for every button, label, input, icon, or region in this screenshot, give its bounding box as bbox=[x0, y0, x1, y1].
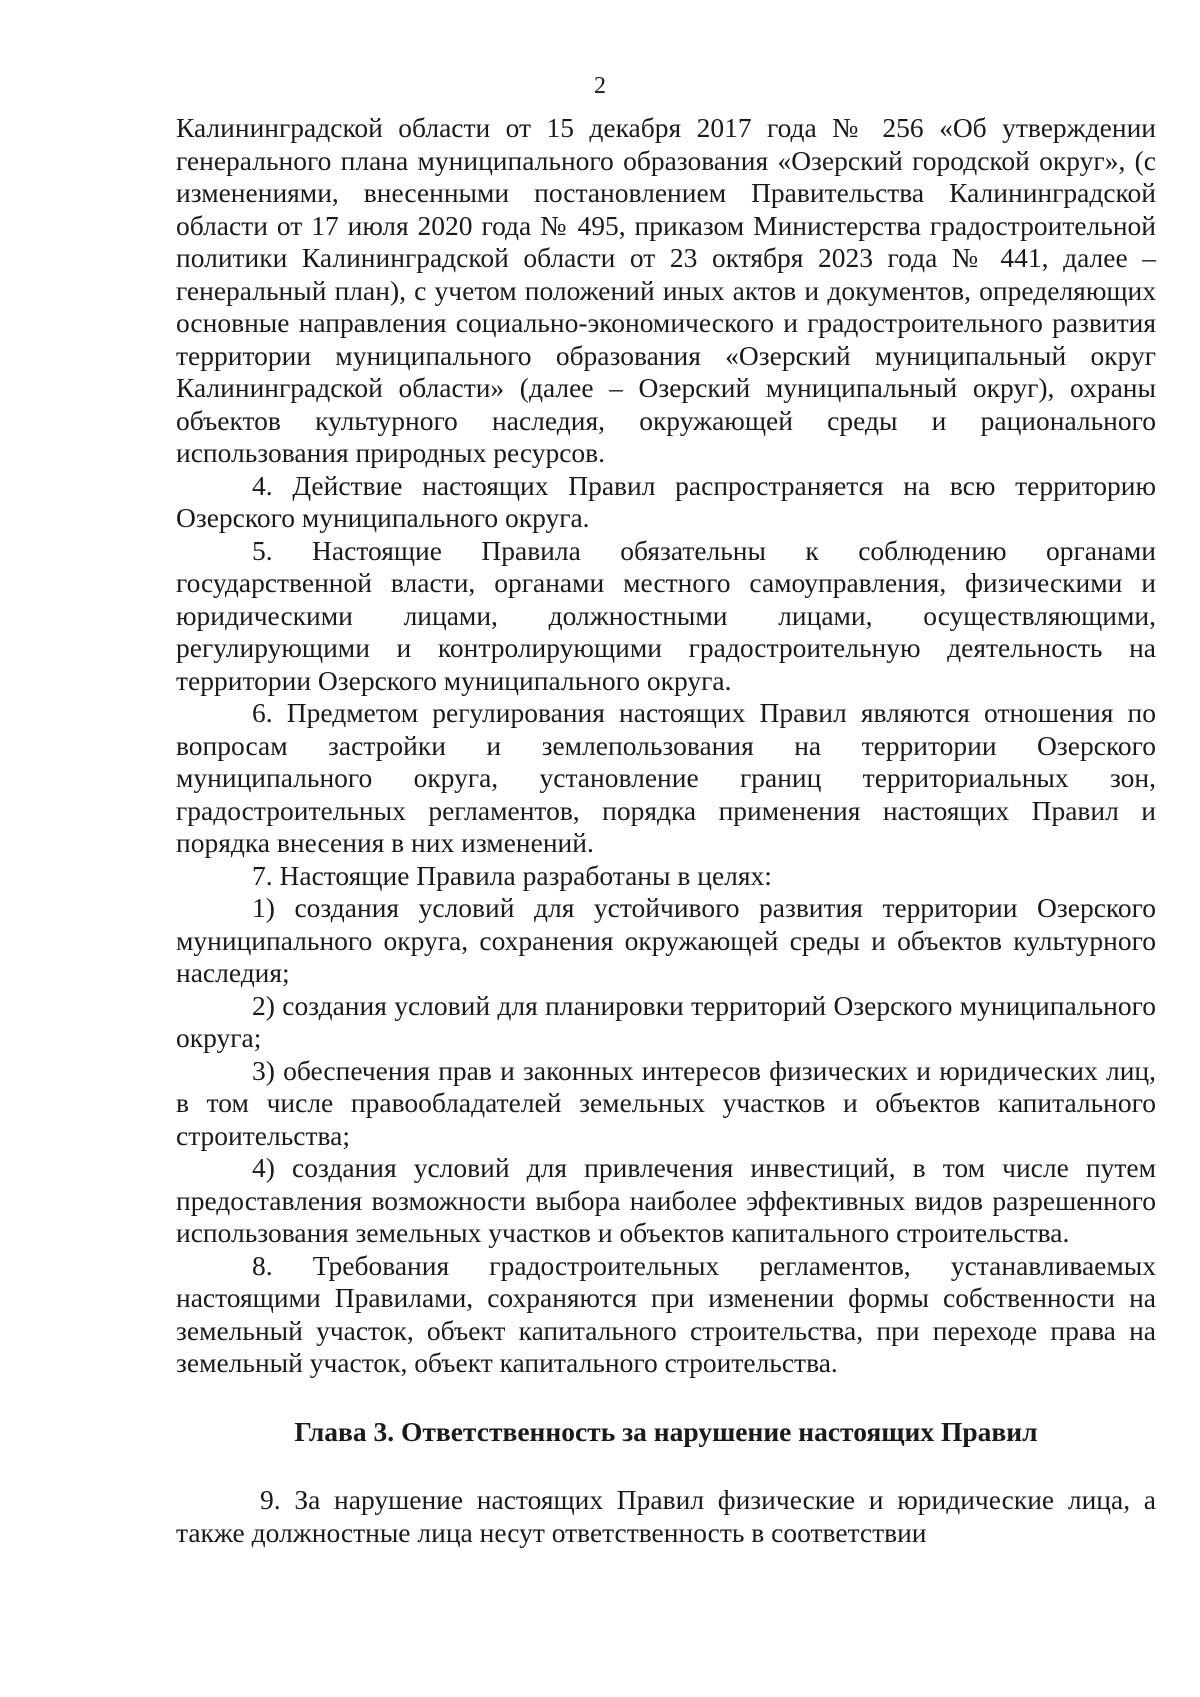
subitem-2: 2) создания условий для планировки территорий Озерского муниципального округа; bbox=[176, 989, 1156, 1053]
subitem-1: 1) создания условий для устойчивого развития территории Озерского муниципального округа, сохранения окружающей среды и объектов культурного наследия; bbox=[176, 892, 1156, 988]
paragraph-item-8: 8. Требования градостроительных регламентов, устанавливаемых настоящими Правилами, сохраняются при изменении формы собственности на земельный участок, объект капитального строительства, при переходе права на земельный участок, объект капитального строительства. bbox=[176, 1249, 1156, 1378]
chapter-heading: Глава 3. Ответственность за нарушение настоящих Правил bbox=[294, 1415, 1038, 1447]
subitem-3: 3) обеспечения прав и законных интересов физических и юридических лиц, в том числе правообладателей земельных участков и объектов капитального строительства; bbox=[176, 1054, 1156, 1151]
paragraph-item-4: 4. Действие настоящих Правил распространяется на всю территорию Озерского муниципального округа. bbox=[176, 469, 1156, 533]
paragraph-item-5: 5. Настоящие Правила обязательны к соблюдению органами государственной власти, органами местного самоуправления, физическими и юридическими лицами, должностными лицами, осуществляющими, регулирующими и контролирующими градостроительную деятельность на территории Озерского муниципального округа. bbox=[176, 534, 1156, 696]
paragraph-item-9: 9. За нарушение настоящих Правил физические и юридические лица, а также должностные лица несут ответственность в соответствии bbox=[176, 1484, 1156, 1548]
document-body bbox=[176, 112, 1156, 1549]
paragraph-item-7: 7. Настоящие Правила разработаны в целях: bbox=[252, 859, 772, 891]
subitem-4: 4) создания условий для привлечения инвестиций, в том числе путем предоставления возможности выбора наиболее эффективных видов разрешенного использования земельных участков и объектов капитального строительства. bbox=[176, 1152, 1156, 1248]
page-number: 2 bbox=[594, 73, 606, 99]
paragraph-continuation: Калининградской области от 15 декабря 2017 года № 256 «Об утверждении генерального плана муниципального образования «Озерский городской округ», (с изменениями, внесенными постановлением Правительства Калининградской области от 17 июля 2020 года № 495, приказом Министерства градостроительной политики Калининградской области от 23 октября 2023 года № 441, далее – генеральный план), с учетом положений иных актов и документов, определяющих основные направления социально-экономического и градостроительного развития территории муниципального образования «Озерский муниципальный округ Калининградской области» (далее – Озерский муниципальный округ), охраны объектов культурного наследия, окружающей среды и рационального использования природных ресурсов. bbox=[176, 112, 1156, 468]
paragraph-item-6: 6. Предметом регулирования настоящих Правил являются отношения по вопросам застройки и землепользования на территории Озерского муниципального округа, установление границ территориальных зон, градостроительных регламентов, порядка применения настоящих Правил и порядка внесения в них изменений. bbox=[176, 697, 1156, 858]
